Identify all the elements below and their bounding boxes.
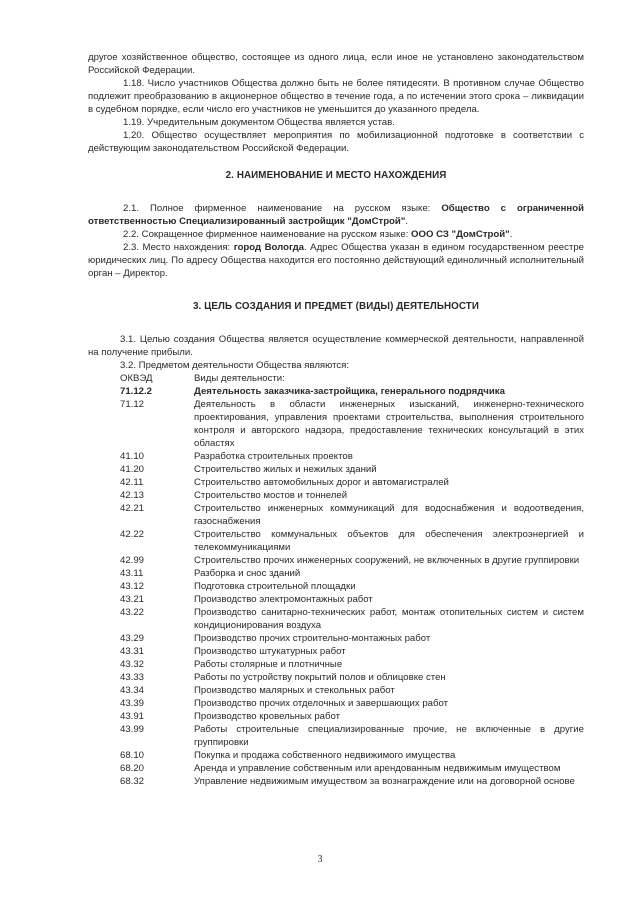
activity-description: Работы по устройству покрытий полов и облицовке стен	[194, 672, 446, 683]
table-row	[120, 580, 584, 593]
okved-code: 42.22	[120, 529, 145, 540]
activity-description: Производство штукатурных работ	[194, 646, 346, 657]
table-row	[120, 671, 584, 684]
okved-code: 43.12	[120, 581, 145, 592]
clause-3-1: 3.1. Целью создания Общества является осуществление коммерческой деятельности, направленной на получение прибыли.	[88, 334, 584, 358]
okved-code: 71.12	[120, 399, 145, 410]
clause-1-20: 1.20. Общество осуществляет мероприятия по мобилизационной подготовке в соответствии с действующим законодательством Российской Федерации.	[88, 130, 584, 154]
activity-description: Работы строительные специализированные прочие, не включенные в другие группировки	[194, 724, 584, 748]
table-row	[120, 554, 584, 567]
intro-paragraph: другое хозяйственное общество, состоящее из одного лица, если иное не установлено законодательством Российской Федерации.	[88, 52, 584, 76]
okved-code: 43.91	[120, 711, 145, 722]
table-row	[120, 489, 584, 502]
activities-table	[120, 372, 584, 788]
table-row	[120, 645, 584, 658]
okved-code: 41.20	[120, 464, 145, 475]
okved-code: 71.12.2	[120, 386, 153, 397]
activity-description: Разборка и снос зданий	[194, 568, 301, 579]
okved-code: 43.29	[120, 633, 145, 644]
column-header-activities: Виды деятельности:	[194, 373, 285, 384]
okved-code: 43.21	[120, 594, 145, 605]
table-row	[120, 502, 584, 528]
okved-code: 68.32	[120, 776, 145, 787]
activity-description: Аренда и управление собственным или арендованным недвижимым имуществом	[194, 763, 561, 774]
table-row	[120, 658, 584, 671]
table-row	[120, 528, 584, 554]
table-row	[120, 684, 584, 697]
activity-description: Деятельность в области инженерных изысканий, инженерно-технического проектирования, управления проектами строительства, выполнения строительного контроля и авторского надзора, предоставление технических консультаций в этих областях	[194, 399, 584, 449]
okved-code: 43.22	[120, 607, 145, 618]
page-number: 3	[317, 854, 323, 865]
activity-description: Производство электромонтажных работ	[194, 594, 373, 605]
company-location: город Вологда	[233, 242, 305, 253]
okved-code: 43.33	[120, 672, 145, 683]
table-row	[120, 710, 584, 723]
clause-2-1	[88, 202, 584, 228]
clause-2-3-prefix: 2.3. Место нахождения:	[123, 242, 234, 253]
clause-2-1-prefix: 2.1. Полное фирменное наименование на русском языке:	[123, 203, 442, 214]
activity-description: Производство прочих отделочных и завершающих работ	[194, 698, 449, 709]
okved-code: 42.13	[120, 490, 145, 501]
table-row	[120, 697, 584, 710]
okved-code: 68.10	[120, 750, 145, 761]
activity-description: Строительство жилых и нежилых зданий	[194, 464, 377, 475]
table-row	[120, 463, 584, 476]
table-row	[120, 749, 584, 762]
activity-description: Производство кровельных работ	[194, 711, 341, 722]
clause-2-2	[88, 228, 584, 241]
activity-description: Строительство инженерных коммуникаций для водоснабжения и водоотведения, газоснабжения	[194, 503, 584, 527]
activity-description: Строительство автомобильных дорог и автомагистралей	[194, 477, 449, 488]
section-3-heading: 3. ЦЕЛЬ СОЗДАНИЯ И ПРЕДМЕТ (ВИДЫ) ДЕЯТЕЛЬНОСТИ	[192, 301, 480, 312]
okved-code: 43.99	[120, 724, 145, 735]
activity-description: Строительство мостов и тоннелей	[194, 490, 348, 501]
column-header-code: ОКВЭД	[120, 373, 153, 384]
clause-1-18: 1.18. Число участников Общества должно быть не более пятидесяти. В противном случае Общество подлежит преобразованию в акционерное общество в течение года, а по истечении этого срока – ликвидации в судебном порядке, если число его участников не уменьшится до указанного предела.	[88, 78, 584, 115]
okved-code: 43.34	[120, 685, 145, 696]
clause-2-2-prefix: 2.2. Сокращенное фирменное наименование на русском языке:	[123, 229, 412, 240]
okved-code: 42.99	[120, 555, 145, 566]
activity-description: Строительство прочих инженерных сооружений, не включенных в другие группировки	[194, 555, 580, 566]
okved-code: 43.11	[120, 568, 144, 579]
okved-code: 41.10	[120, 451, 145, 462]
table-row	[120, 723, 584, 749]
okved-code: 68.20	[120, 763, 145, 774]
table-row	[120, 476, 584, 489]
activity-description: Производство прочих строительно-монтажных работ	[194, 633, 431, 644]
clause-2-1-suffix: .	[405, 216, 409, 227]
section-2-heading: 2. НАИМЕНОВАНИЕ И МЕСТО НАХОЖДЕНИЯ	[225, 170, 447, 181]
clause-2-3-suffix: . Адрес Общества указан в едином государственном реестре юридических лиц. По адресу Общества находится его постоянно действующий единоличный исполнительный орган – Директор.	[88, 242, 585, 279]
table-row	[120, 632, 584, 645]
table-row	[120, 385, 584, 398]
activity-description: Подготовка строительной площадки	[194, 581, 356, 592]
activity-description: Производство санитарно-технических работ, монтаж отопительных систем и систем кондиционирования воздуха	[194, 607, 584, 631]
activity-description: Разработка строительных проектов	[194, 451, 353, 462]
table-row	[120, 775, 584, 788]
activities-table-body	[120, 385, 584, 788]
clause-3-2: 3.2. Предметом деятельности Общества являются:	[120, 360, 350, 371]
clause-1-19: 1.19. Учредительным документом Общества является устав.	[123, 117, 395, 128]
table-row	[120, 567, 584, 580]
okved-code: 42.21	[120, 503, 145, 514]
okved-code: 43.32	[120, 659, 145, 670]
activities-table-header	[120, 372, 584, 385]
full-company-name: Общество с ограниченной ответственностью Специализированный застройщик "ДомСтрой"	[88, 203, 584, 227]
clause-2-2-suffix: .	[509, 229, 513, 240]
table-row	[120, 450, 584, 463]
table-row	[120, 762, 584, 775]
activity-description: Производство малярных и стекольных работ	[194, 685, 395, 696]
table-row	[120, 593, 584, 606]
activity-description: Покупка и продажа собственного недвижимого имущества	[194, 750, 456, 761]
short-company-name: ООО СЗ "ДомСтрой"	[411, 229, 510, 240]
page-content	[88, 51, 584, 788]
activity-description: Деятельность заказчика-застройщика, генерального подрядчика	[194, 386, 505, 397]
activity-description: Строительство коммунальных объектов для обеспечения электроэнергией и телекоммуникациями	[194, 529, 584, 553]
activity-description: Управление недвижимым имуществом за вознаграждение или на договорной основе	[194, 776, 575, 787]
okved-code: 43.31	[120, 646, 145, 657]
table-row	[120, 398, 584, 450]
okved-code: 42.11	[120, 477, 144, 488]
table-row	[120, 606, 584, 632]
activity-description: Работы столярные и плотничные	[194, 659, 343, 670]
okved-code: 43.39	[120, 698, 145, 709]
clause-2-3	[88, 241, 584, 280]
